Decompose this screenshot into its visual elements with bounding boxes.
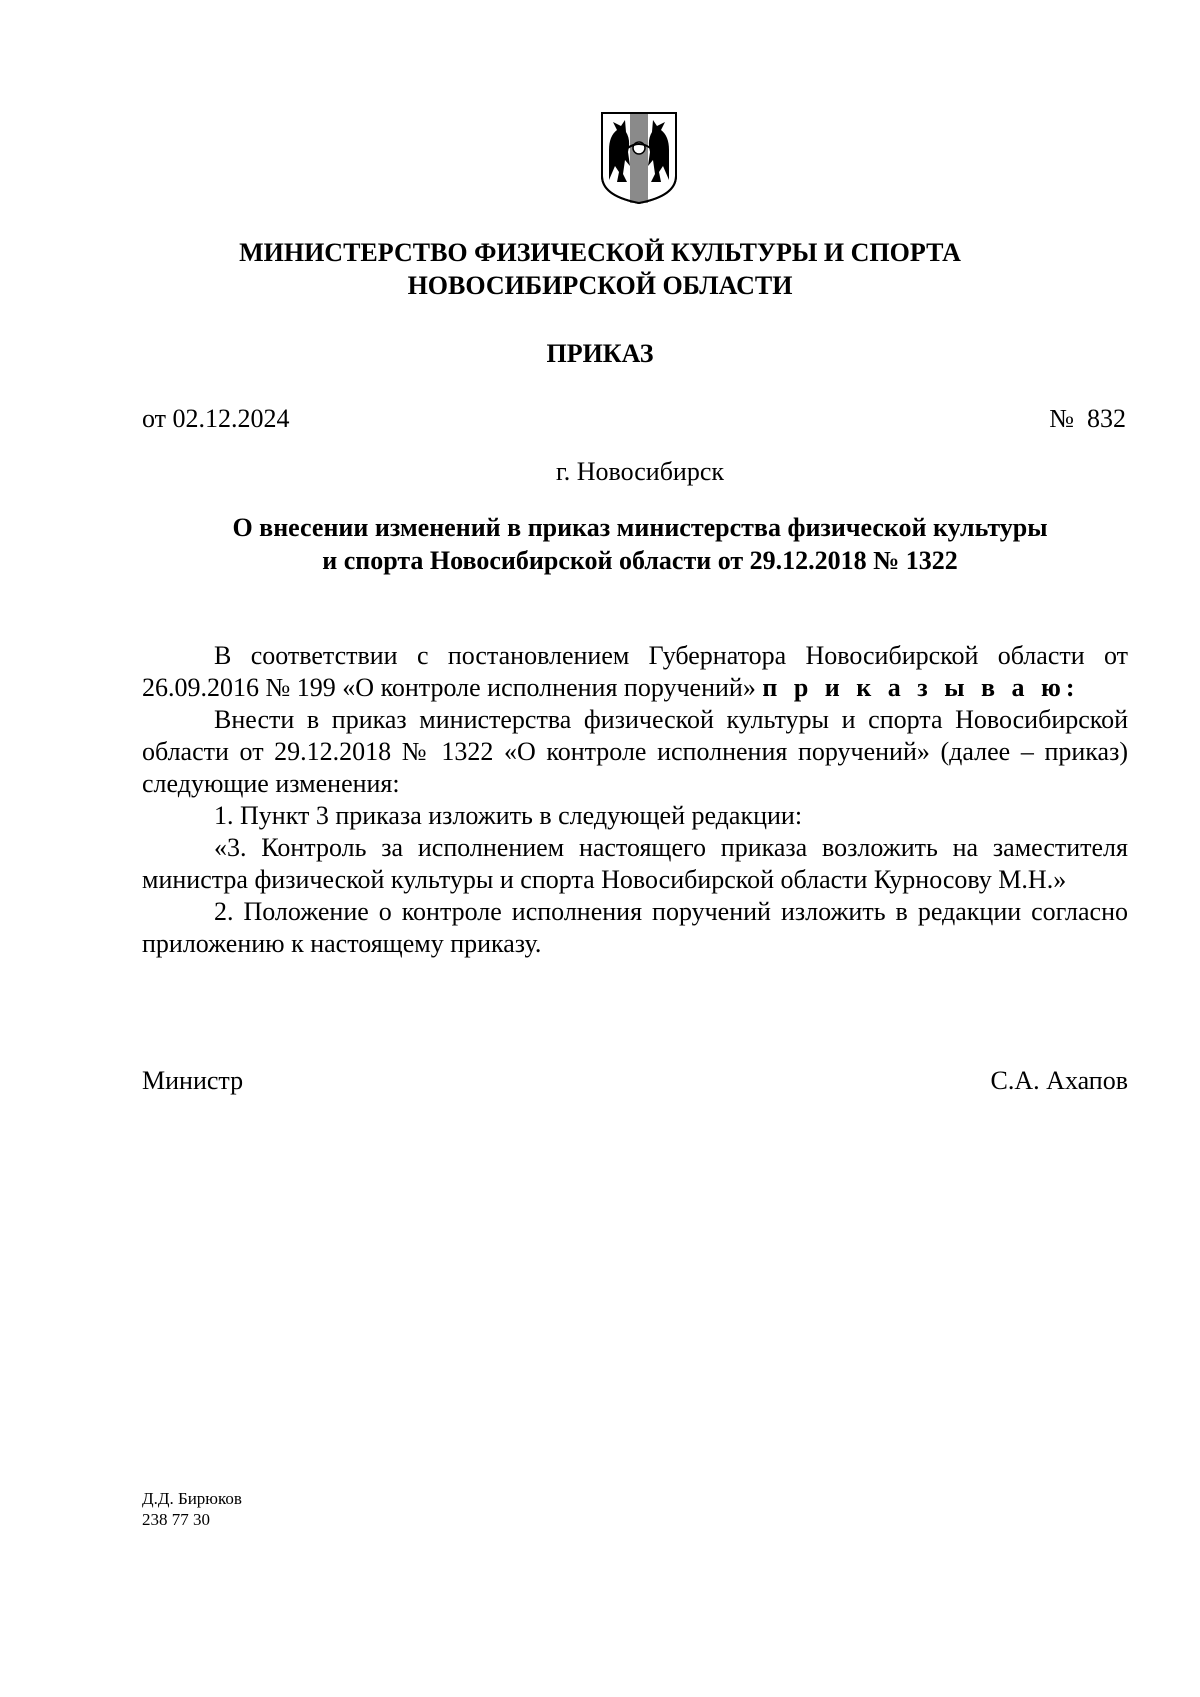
body-paragraph-4: «3. Контроль за исполнением настоящего приказа возложить на заместителя министра физической культуры и спорта Новосибирской области Курносову М.Н.» xyxy=(142,833,1128,894)
ministry-title xyxy=(140,236,1060,302)
subject-line1: О внесении изменений в приказ министерства физической культуры xyxy=(232,513,1048,542)
coat-of-arms-icon xyxy=(599,110,679,206)
document-type: ПРИКАЗ xyxy=(546,339,654,368)
executor-phone: 238 77 30 xyxy=(142,1510,210,1529)
ministry-title-line2: НОВОСИБИРСКОЙ ОБЛАСТИ xyxy=(407,271,793,300)
order-keyword: п р и к а з ы в а ю: xyxy=(762,673,1080,702)
body-paragraph-5: 2. Положение о контроле исполнения поручений изложить в редакции согласно приложению к настоящему приказу. xyxy=(142,897,1128,958)
signatory-position: Министр xyxy=(142,1066,244,1095)
document-date: от 02.12.2024 xyxy=(142,404,290,433)
document-subject xyxy=(140,511,1140,577)
ministry-title-line1: МИНИСТЕРСТВО ФИЗИЧЕСКОЙ КУЛЬТУРЫ И СПОРТА xyxy=(239,238,961,267)
body-paragraph-3: 1. Пункт 3 приказа изложить в следующей редакции: xyxy=(214,801,803,830)
signatory-name: С.А. Ахапов xyxy=(990,1066,1128,1095)
document-body xyxy=(142,640,1128,960)
body-paragraph-1-text: В соответствии с постановлением Губернатора Новосибирской области от 26.09.2016 № 199 «О контроле исполнения поручений» xyxy=(142,641,1128,702)
executor-block xyxy=(142,1488,242,1530)
document-city: г. Новосибирск xyxy=(555,457,725,486)
body-paragraph-1 xyxy=(142,640,1128,704)
subject-line2: и спорта Новосибирской области от 29.12.2018 № 1322 xyxy=(322,546,958,575)
body-paragraph-2: Внести в приказ министерства физической культуры и спорта Новосибирской области от 29.12.2018 № 1322 «О контроле исполнения поручений» (далее – приказ) следующие изменения: xyxy=(142,705,1128,798)
document-number: № 832 xyxy=(1049,404,1126,433)
executor-name: Д.Д. Бирюков xyxy=(142,1489,242,1508)
